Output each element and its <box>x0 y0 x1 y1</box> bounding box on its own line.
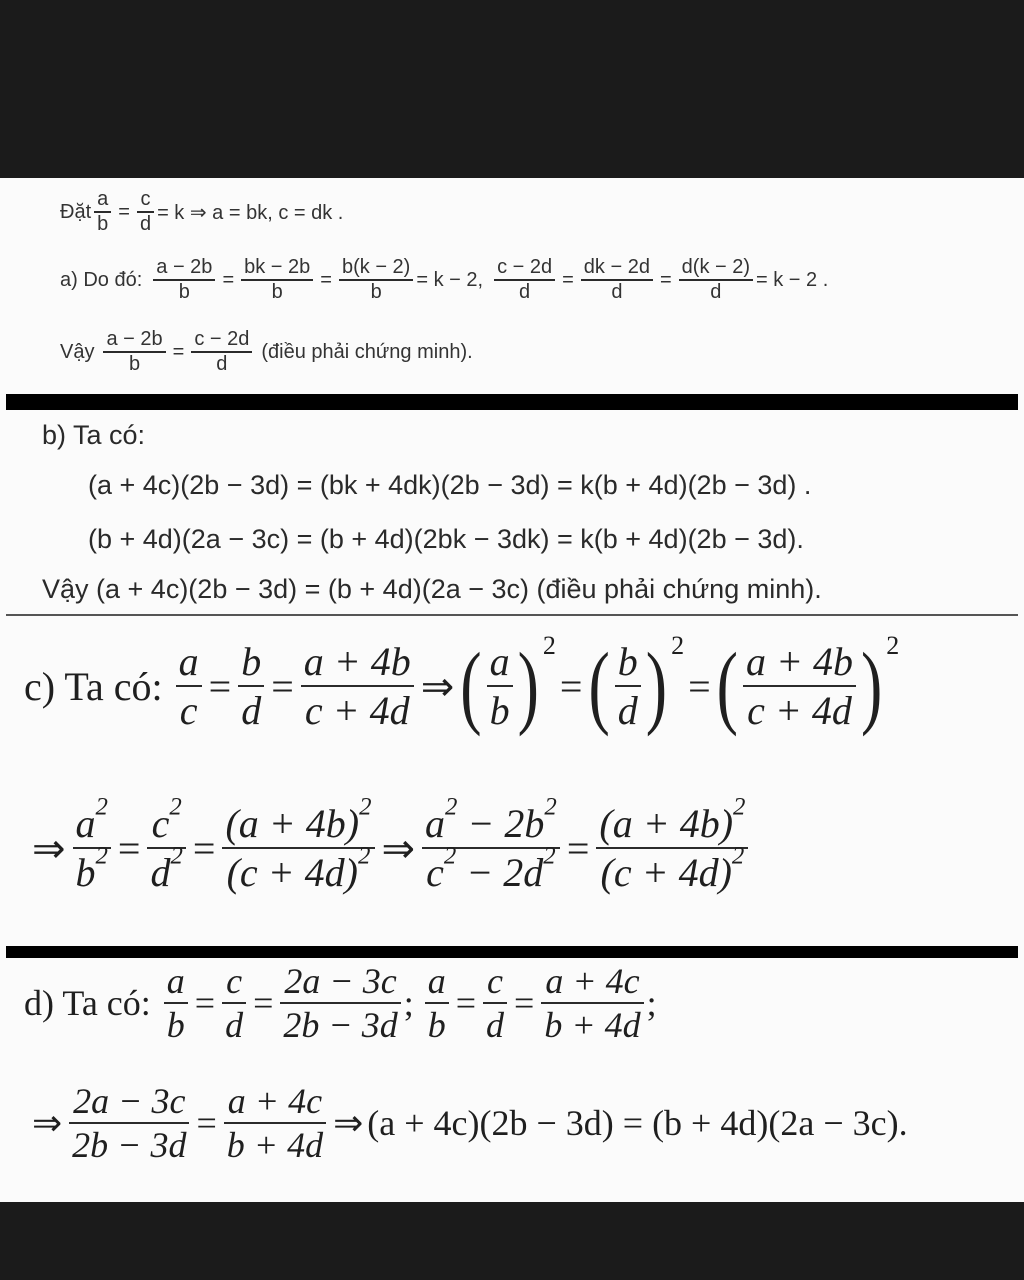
numerator: d(k − 2) <box>681 256 751 278</box>
divider-thick <box>6 394 1018 410</box>
denominator: d <box>519 281 531 303</box>
denominator: b <box>489 688 510 733</box>
fraction-a-over-b <box>164 960 188 1046</box>
conclusion-note: (điều phải chứng minh). <box>261 340 473 363</box>
equals-sign: = <box>566 825 590 871</box>
intro-tail: = k ⇒ a = bk, c = dk . <box>157 201 344 224</box>
intro-label: Đặt <box>60 200 92 223</box>
fraction-a4b-sq-over-c4d-sq <box>596 793 748 896</box>
implies-arrow: ⇒ <box>32 825 66 871</box>
part-d-tail: (a + 4c)(2b − 3d) = (b + 4d)(2a − 3c). <box>367 1103 908 1143</box>
numerator: bk − 2b <box>244 256 311 278</box>
part-b-line-1: (a + 4c)(2b − 3d) = (bk + 4dk)(2b − 3d) = k(b + 4d)(2b − 3d) . <box>88 470 812 500</box>
numerator: a − 2b <box>106 328 163 350</box>
implies-arrow: ⇒ <box>32 1103 63 1143</box>
denominator: b <box>370 281 382 303</box>
denominator: b <box>427 1005 446 1045</box>
part-a-end: = k − 2 . <box>756 268 829 291</box>
equals-sign: = <box>320 268 332 291</box>
numerator: $a^2$ <box>75 793 108 846</box>
fraction-a2b-over-b <box>153 256 215 304</box>
numerator: $(a + 4b)^2$ <box>225 793 372 846</box>
equals-sign: = <box>192 825 216 871</box>
numerator: 2a − 3c <box>284 961 397 1001</box>
numerator: a − 2b <box>156 256 213 278</box>
numerator: c <box>140 188 151 210</box>
denominator: d <box>617 688 638 733</box>
fraction-a-over-c <box>176 638 202 734</box>
fraction-dk2d-over-d <box>581 256 653 304</box>
right-paren: ) <box>645 633 668 737</box>
denominator: c + 4d <box>304 688 410 733</box>
equals-sign: = <box>194 983 216 1023</box>
part-d-label: d) Ta có: <box>24 983 151 1023</box>
divider-thick <box>6 946 1018 958</box>
equals-sign: = <box>117 825 141 871</box>
left-paren: ( <box>588 633 610 737</box>
numerator: a <box>178 639 199 684</box>
intro-line <box>60 188 343 236</box>
exponent: 2 <box>542 631 556 660</box>
equals-sign: = <box>514 983 535 1023</box>
numerator: 2a − 3c <box>73 1081 186 1121</box>
divider-thin <box>6 614 1018 616</box>
denominator: c <box>179 688 198 733</box>
numerator: c − 2d <box>194 328 250 350</box>
denominator: d <box>486 1005 505 1045</box>
part-b-conclusion: Vậy (a + 4c)(2b − 3d) = (b + 4d)(2a − 3c) (điều phải chứng minh). <box>42 574 822 604</box>
numerator: a <box>166 961 185 1001</box>
fraction-bk2-over-b <box>339 256 413 304</box>
part-b-label: b) Ta có: <box>42 420 146 450</box>
fraction-a4b-over-c4d <box>743 638 856 734</box>
top-black-bar <box>0 0 1024 178</box>
equals-sign: = <box>455 983 477 1023</box>
numerator: c − 2d <box>497 256 553 278</box>
numerator: a + 4c <box>227 1081 323 1121</box>
denominator: $d^2$ <box>150 842 183 895</box>
fraction-a-over-b <box>487 638 513 734</box>
part-b-line-2: (b + 4d)(2a − 3c) = (b + 4d)(2bk − 3dk) = k(b + 4d)(2b − 3d). <box>88 524 804 554</box>
fraction-a4c-over-b4d <box>224 1080 326 1166</box>
numerator: $(a + 4b)^2$ <box>599 793 746 846</box>
fraction-b-over-d <box>615 638 641 734</box>
numerator: b <box>617 639 638 684</box>
left-paren: ( <box>716 633 738 737</box>
fraction-2a3c-over-2b3d <box>280 960 400 1046</box>
fraction-a4c-over-b4d <box>541 960 643 1046</box>
denominator: d <box>216 353 228 375</box>
numerator: c <box>226 961 243 1001</box>
numerator: a + 4b <box>745 639 853 684</box>
equals-sign: = <box>253 983 274 1023</box>
denominator: b + 4d <box>226 1125 324 1165</box>
denominator: $b^2$ <box>75 842 108 895</box>
denominator: b <box>97 213 109 235</box>
denominator: b <box>271 281 283 303</box>
denominator: d <box>225 1005 244 1045</box>
implies-arrow: ⇒ <box>381 825 416 871</box>
exponent: 2 <box>886 631 900 660</box>
equals-sign: = <box>222 268 235 291</box>
semicolon: ; <box>646 983 657 1023</box>
equals-sign: = <box>271 663 294 709</box>
equals-sign: = <box>118 200 130 223</box>
part-d-line-2 <box>28 1080 908 1166</box>
fraction-a-over-b <box>94 188 111 236</box>
part-c-label: c) Ta có: <box>24 663 163 709</box>
denominator: d <box>139 213 152 235</box>
fraction-c2d-over-d <box>494 256 555 304</box>
denominator: b + 4d <box>544 1005 641 1045</box>
part-a-conclusion <box>60 328 473 376</box>
equals-sign: = <box>688 663 711 709</box>
fraction-c-over-d <box>483 960 507 1046</box>
numerator: $c^2$ <box>151 793 182 846</box>
fraction-a2b-over-b <box>103 328 165 376</box>
fraction-b-over-d <box>238 638 264 734</box>
fraction-c-over-d <box>137 188 154 236</box>
fraction-dk2-over-d <box>679 256 753 304</box>
denominator: d <box>611 281 623 303</box>
denominator: $c^2 - 2d^2$ <box>426 842 556 895</box>
left-paren: ( <box>460 633 482 737</box>
equals-sign: = <box>559 663 583 709</box>
fraction-c2d-over-d <box>191 328 252 376</box>
numerator: a <box>97 188 109 210</box>
fraction-a2-over-b2 <box>73 793 111 896</box>
denominator: $(c + 4d)^2$ <box>226 842 371 895</box>
fraction-a2-2b2-over-c2-2d2 <box>422 793 560 896</box>
implies-arrow: ⇒ <box>333 1103 364 1143</box>
numerator: a <box>489 639 510 684</box>
denominator: $(c + 4d)^2$ <box>600 842 745 895</box>
numerator: b(k − 2) <box>341 256 411 278</box>
fraction-c-over-d <box>222 960 246 1046</box>
part-c-line-2 <box>28 793 751 896</box>
numerator: dk − 2d <box>583 256 650 278</box>
bottom-black-bar <box>0 1202 1024 1280</box>
part-d-line-1 <box>24 960 657 1046</box>
equals-sign: = <box>659 268 672 291</box>
part-c-line-1 <box>24 631 900 737</box>
numerator: a + 4b <box>303 639 411 684</box>
numerator: b <box>241 639 262 684</box>
equals-sign: = <box>208 663 232 709</box>
denominator: 2b − 3d <box>283 1005 398 1045</box>
equals-sign: = <box>562 268 574 291</box>
numerator: c <box>487 961 504 1001</box>
fraction-a4b-sq-over-c4d-sq <box>222 793 374 896</box>
denominator: c + 4d <box>747 688 852 733</box>
semicolon: ; <box>403 983 414 1023</box>
denominator: d <box>710 281 722 303</box>
numerator: $a^2 - 2b^2$ <box>425 793 557 846</box>
numerator: a + 4c <box>545 961 640 1001</box>
numerator: a <box>427 961 446 1001</box>
part-a-label: a) Do đó: <box>60 268 143 291</box>
denominator: 2b − 3d <box>72 1125 187 1165</box>
fraction-bk2b-over-b <box>241 256 313 304</box>
right-paren: ) <box>860 633 883 737</box>
fraction-2a3c-over-2b3d <box>69 1080 189 1166</box>
right-paren: ) <box>517 633 539 737</box>
equals-sign: = <box>196 1103 217 1143</box>
denominator: d <box>241 688 262 733</box>
denominator: b <box>128 353 141 375</box>
equals-sign: = <box>172 340 185 363</box>
exponent: 2 <box>671 631 685 660</box>
denominator: b <box>178 281 190 303</box>
part-a-mid: = k − 2, <box>416 268 484 291</box>
conclusion-label: Vậy <box>60 340 95 363</box>
part-a-line <box>60 256 828 304</box>
fraction-a4b-over-c4d <box>301 638 414 734</box>
fraction-c2-over-d2 <box>147 793 185 896</box>
implies-arrow: ⇒ <box>420 663 455 709</box>
fraction-a-over-b <box>425 960 449 1046</box>
denominator: b <box>166 1005 185 1045</box>
